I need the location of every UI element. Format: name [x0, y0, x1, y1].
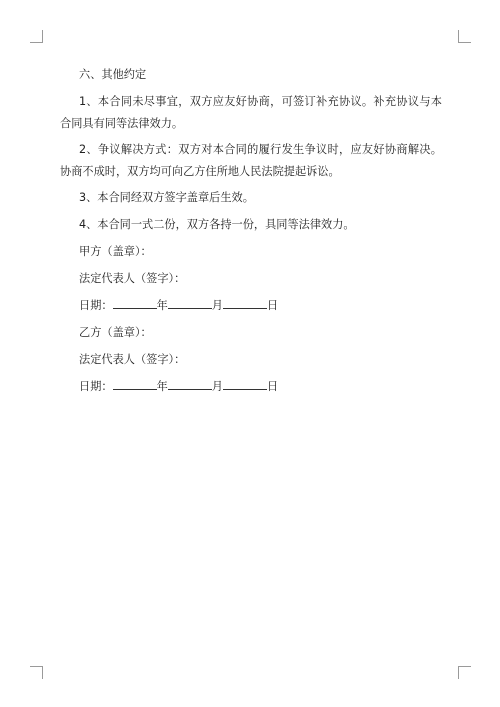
party-a-representative: 法定代表人（签字）： [79, 272, 186, 285]
party-a-day-unit: 日 [266, 299, 279, 312]
party-a-year-blank[interactable] [113, 298, 157, 309]
corner-mark-bottom-left [30, 666, 43, 679]
corner-mark-top-right [458, 30, 471, 43]
party-b-day-unit: 日 [266, 380, 279, 393]
corner-mark-bottom-right [458, 666, 471, 679]
document-body [60, 64, 442, 403]
party-a-month-unit: 月 [211, 299, 223, 312]
party-a-date-line [60, 295, 442, 317]
party-b-month-unit: 月 [211, 380, 223, 393]
party-b-date-line [60, 376, 442, 398]
party-b-year-blank[interactable] [113, 379, 157, 390]
party-a-day-blank[interactable] [223, 298, 267, 309]
party-a-date-label: 日期： [79, 299, 113, 312]
party-b-date-label: 日期： [79, 380, 113, 393]
party-b-month-blank[interactable] [168, 379, 212, 390]
clause-1: 1、本合同未尽事宜，双方应友好协商，可签订补充协议。补充协议与本合同具有同等法律效力。 [60, 95, 442, 130]
clause-3: 3、本合同经双方签字盖章后生效。 [79, 191, 254, 204]
clause-4: 4、本合同一式二份，双方各持一份，具同等法律效力。 [79, 218, 355, 231]
corner-mark-top-left [30, 30, 43, 43]
party-b-label: 乙方（盖章）： [79, 326, 152, 339]
party-b-year-unit: 年 [156, 380, 168, 393]
section-title: 六、其他约定 [79, 68, 147, 81]
party-a-year-unit: 年 [156, 299, 168, 312]
party-a-month-blank[interactable] [168, 298, 212, 309]
party-b-day-blank[interactable] [223, 379, 267, 390]
clause-2: 2、争议解决方式：双方对本合同的履行发生争议时，应友好协商解决。协商不成时，双方均可向乙方住所地人民法院提起诉讼。 [60, 143, 442, 178]
party-b-representative: 法定代表人（签字）： [79, 353, 186, 366]
party-a-label: 甲方（盖章）： [79, 245, 152, 258]
